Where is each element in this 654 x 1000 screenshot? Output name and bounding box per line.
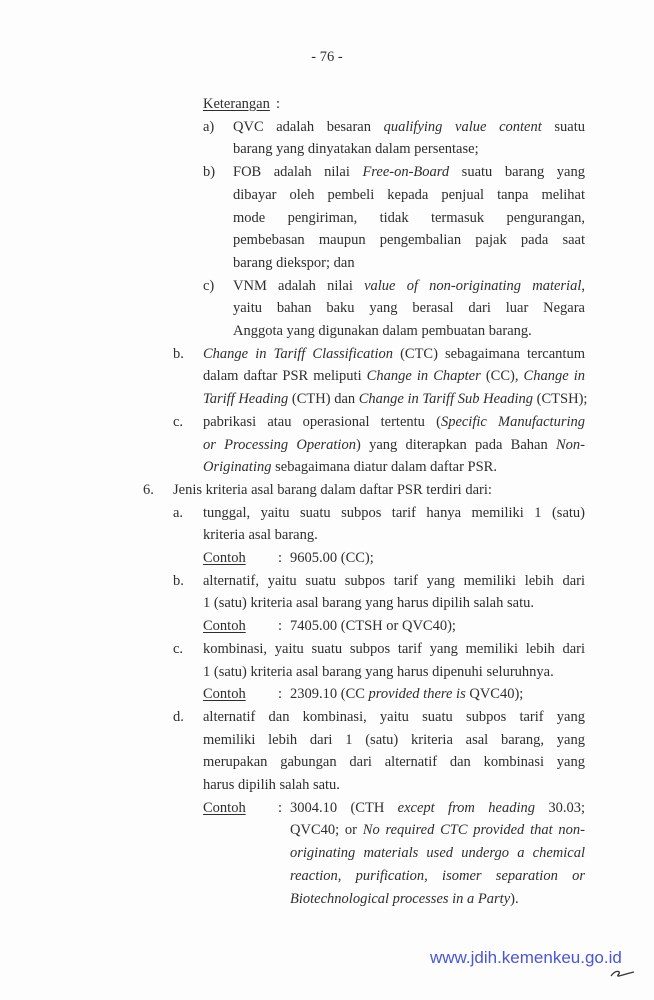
criteria-type-line [203,570,585,592]
text-segment: mode pengiriman, tidak termasuk pengurangan, [233,209,585,226]
list-marker: 6. [143,481,154,498]
criteria-type-line [203,638,585,660]
text-segment: QVC adalah besaran [233,118,384,135]
page-number: - 76 - [311,49,343,65]
text-segment: kriteria asal barang. [203,527,318,544]
example-value-line [290,683,585,705]
text-segment: (CC), [480,368,524,385]
text-segment: tunggal, yaitu suatu subpos tarif hanya memiliki 1 (satu) [203,504,585,521]
italic-term: except from heading [397,799,535,816]
keterangan-item-line [233,184,585,206]
text-segment: yaitu bahan baku yang berasal dari luar Negara [233,300,585,317]
italic-term: Biotechnological processes in a Party [290,890,511,907]
list-marker: a) [203,118,215,135]
text-segment: pabrikasi atau operasional tertentu ( [203,413,441,430]
text-segment: 1 (satu) kriteria asal barang yang harus dipenuhi seluruhnya. [203,663,554,680]
text-segment: suatu [541,118,586,135]
list-marker: c) [203,277,215,294]
example-colon: : [278,618,283,635]
italic-term: Change in [523,368,585,385]
example-colon: : [278,686,283,703]
example-value-line [290,842,585,864]
text-segment: FOB adalah nilai [233,164,363,181]
criteria-item-line [203,411,585,433]
text-segment: QVC40; or [290,822,363,839]
example-label: Contoh [203,550,246,566]
example-value-line [290,797,585,819]
text-segment: (CTC) sebagaimana tercantum [392,345,585,362]
text-segment: pembebasan maupun pengembalian pajak pada saat [233,232,585,249]
italic-term: Change in Chapter [366,368,481,385]
text-segment: 3004.10 (CTH [290,799,398,816]
list-marker: c. [173,413,184,430]
italic-term: Free-on-Board [362,164,450,181]
text-segment: sebagaimana diatur dalam daftar PSR. [271,459,497,476]
criteria-type-line [203,751,585,773]
italic-term: reaction, purification, isomer separation or [290,867,585,884]
example-value-line [290,819,585,841]
criteria-item-line [203,365,585,387]
criteria-type-line [203,592,585,614]
text-segment: harus dipilih salah satu. [203,777,340,793]
paraf-signature-icon [608,965,638,981]
italic-term: No required CTC provided that non- [362,822,585,839]
italic-term: Tariff Heading [203,391,289,408]
list-marker: d. [173,708,184,725]
criteria-item-line [203,343,585,365]
text-segment: QVC40); [465,686,524,703]
criteria-type-line [203,661,585,683]
keterangan-colon: : [276,96,281,112]
text-segment: Anggota yang digunakan dalam pembuatan barang. [233,323,532,339]
example-label: Contoh [203,686,246,703]
example-label: Contoh [203,799,246,816]
text-segment: dalam daftar PSR meliputi [203,368,367,385]
keterangan-item-line [233,252,585,274]
list-marker: b) [203,164,216,181]
criteria-type-line [203,524,585,546]
criteria-item-line [203,456,585,478]
text-segment: ) yang diterapkan pada Bahan [355,436,556,453]
example-value-line [290,865,585,887]
criteria-type-line [203,774,585,796]
text-segment: 9605.00 (CC); [290,550,374,566]
text-segment: alternatif, yaitu suatu subpos tarif yang memiliki lebih dari [203,572,585,589]
text-segment: Jenis kriteria asal barang dalam daftar PSR terdiri dari: [173,481,492,498]
text-segment: 1 (satu) kriteria asal barang yang harus dipilih salah satu. [203,595,534,612]
text-segment: alternatif dan kombinasi, yaitu suatu subpos tarif yang [203,708,585,725]
italic-term: provided there is [368,686,466,703]
text-segment: 2309.10 (CC [290,686,369,703]
example-value-line [290,615,585,637]
watermark-link[interactable]: www.jdih.kemenkeu.go.id [430,948,622,967]
italic-term: Specific Manufacturing [440,413,585,430]
italic-term: Change in Tariff Sub Heading [358,391,534,408]
example-value-line [290,888,585,910]
keterangan-item-line [233,297,585,319]
italic-term: or Processing Operation [203,436,356,453]
item6-line [173,479,598,501]
keterangan-heading: Keterangan [203,96,270,112]
italic-term: Non- [556,436,585,453]
text-segment: 30.03; [534,799,585,816]
example-colon: : [278,550,283,566]
text-segment: merupakan gabungan dari alternatif dan kombinasi yang [203,754,585,771]
criteria-item-line [203,388,588,410]
keterangan-item-line [233,116,585,138]
italic-term: qualifying value content [383,118,542,135]
list-marker: a. [173,504,184,521]
keterangan-item-line [233,207,585,229]
text-segment: VNM adalah nilai [233,277,365,294]
text-segment: dibayar oleh pembeli kepada penjual tanpa melihat [233,186,585,203]
keterangan-item-line [233,320,585,342]
text-segment: kombinasi, yaitu suatu subpos tarif yang memiliki lebih dari [203,640,585,657]
criteria-item-line [203,434,585,456]
text-segment: barang diekspor; dan [233,254,355,271]
text-segment: ). [510,890,519,907]
keterangan-item-line [233,229,585,251]
italic-term: Originating [203,459,272,476]
list-marker: b. [173,345,184,362]
text-segment: 7405.00 (CTSH or QVC40); [290,618,456,635]
text-segment: (CTH) dan [288,391,359,408]
criteria-type-line [203,706,585,728]
list-marker: b. [173,572,184,589]
text-segment: (CTSH); [533,391,588,408]
text-segment: barang yang dinyatakan dalam persentase; [233,141,479,158]
italic-term: originating materials used undergo a chemical [290,845,585,862]
italic-term: value of non-originating material [364,277,582,294]
text-segment: memiliki lebih dari 1 (satu) kriteria asal barang, yang [203,731,585,748]
list-marker: c. [173,640,184,657]
keterangan-item-line [233,138,585,160]
text-segment: , [581,277,585,294]
criteria-type-line [203,502,585,524]
keterangan-item-line [233,275,585,297]
italic-term: Change in Tariff Classification [203,345,393,362]
example-label: Contoh [203,618,246,635]
keterangan-item-line [233,161,585,183]
example-value-line [290,547,585,569]
example-colon: : [278,799,283,816]
text-segment: suatu barang yang [449,164,585,181]
criteria-type-line [203,729,585,751]
